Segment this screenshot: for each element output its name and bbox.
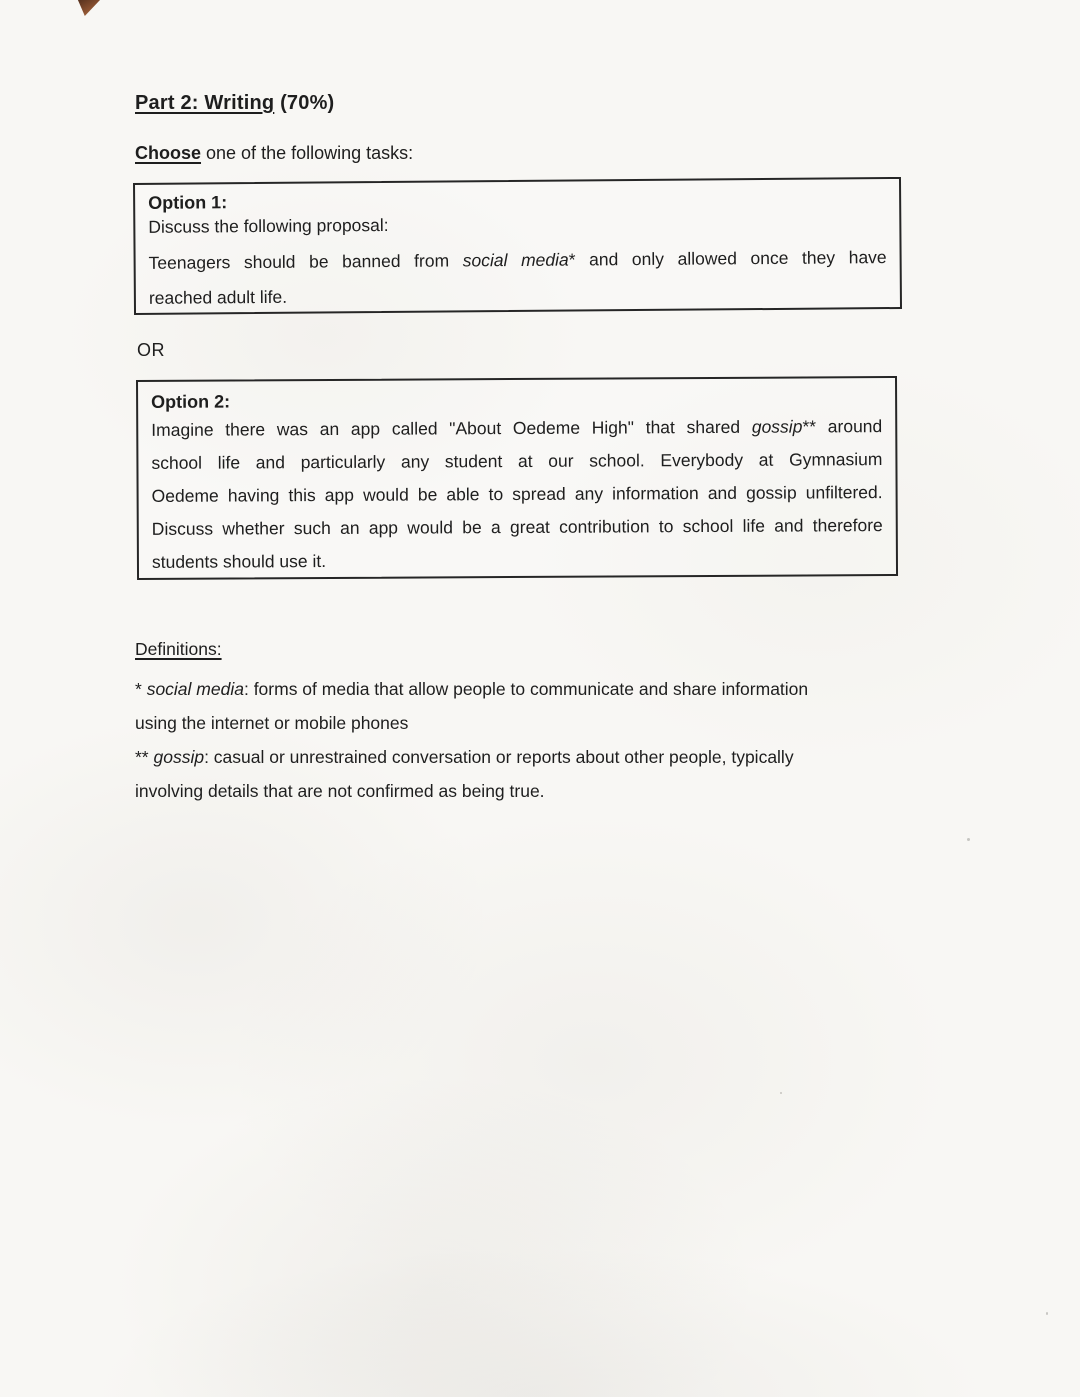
definition-gossip-line2: involving details that are not confirmed as being true. (135, 781, 545, 801)
option1-proposal-line1 (148, 240, 886, 281)
definition-social-media-line2: using the internet or mobile phones (135, 713, 409, 733)
definitions-heading: Definitions: (135, 639, 222, 659)
text-segment: Imagine there was an app called "About Oedeme High" that shared (151, 416, 752, 440)
footnote-marker: * (568, 249, 576, 270)
task-instruction-keyword: Choose (135, 143, 202, 163)
option2-line5: students should use it. (151, 551, 327, 572)
footnote-marker: * (135, 679, 147, 699)
text-segment-italic: gossip (751, 416, 803, 437)
option2-line1 (151, 410, 882, 447)
definition-social-media (135, 672, 897, 740)
or-separator: OR (137, 340, 165, 360)
option1-box (133, 177, 902, 315)
definition-term: social media (146, 679, 244, 699)
definition-term: gossip (153, 747, 205, 767)
definition-gossip (135, 740, 897, 808)
text-segment: around (815, 416, 883, 437)
scan-speck (967, 838, 970, 841)
scan-speck (780, 1092, 782, 1094)
footnote-marker: ** (135, 747, 154, 767)
option2-task-text (151, 410, 883, 579)
option2-line3: Oedeme having this app would be able to spread any information and gossip unfiltered. (151, 482, 883, 506)
page-corner-fold-mark (77, 0, 100, 16)
page-title (135, 92, 334, 115)
definition-gossip-line1 (135, 740, 897, 774)
text-segment-italic: social media (462, 249, 569, 271)
text-segment: and only allowed once they have (575, 247, 887, 270)
definition-text: : casual or unrestrained conversation or reports about other people, typically (204, 747, 794, 767)
page-title-percentage: (70%) (274, 92, 335, 114)
task-instruction (135, 143, 413, 164)
task-instruction-text: one of the following tasks: (201, 143, 414, 163)
option2-line4: Discuss whether such an app would be a great contribution to school life and therefore (151, 515, 883, 539)
option2-line2: school life and particularly any student at our school. Everybody at Gymnasium (151, 449, 883, 473)
option1-proposal (148, 240, 887, 316)
option1-intro: Discuss the following proposal: (148, 214, 389, 237)
option2-label: Option 2: (151, 391, 231, 412)
footnote-marker: ** (802, 416, 817, 437)
page-title-underlined-text: Part 2: Writing (135, 92, 275, 114)
option1-proposal-line2: reached adult life. (148, 286, 288, 308)
scan-speck (1046, 1312, 1048, 1315)
option2-box (136, 376, 898, 580)
definition-text: : forms of media that allow people to communicate and share information (243, 679, 809, 699)
definition-social-media-line1 (135, 672, 897, 706)
text-segment: Teenagers should be banned from (148, 250, 463, 273)
definitions-section (135, 637, 897, 808)
option1-label: Option 1: (148, 192, 228, 213)
